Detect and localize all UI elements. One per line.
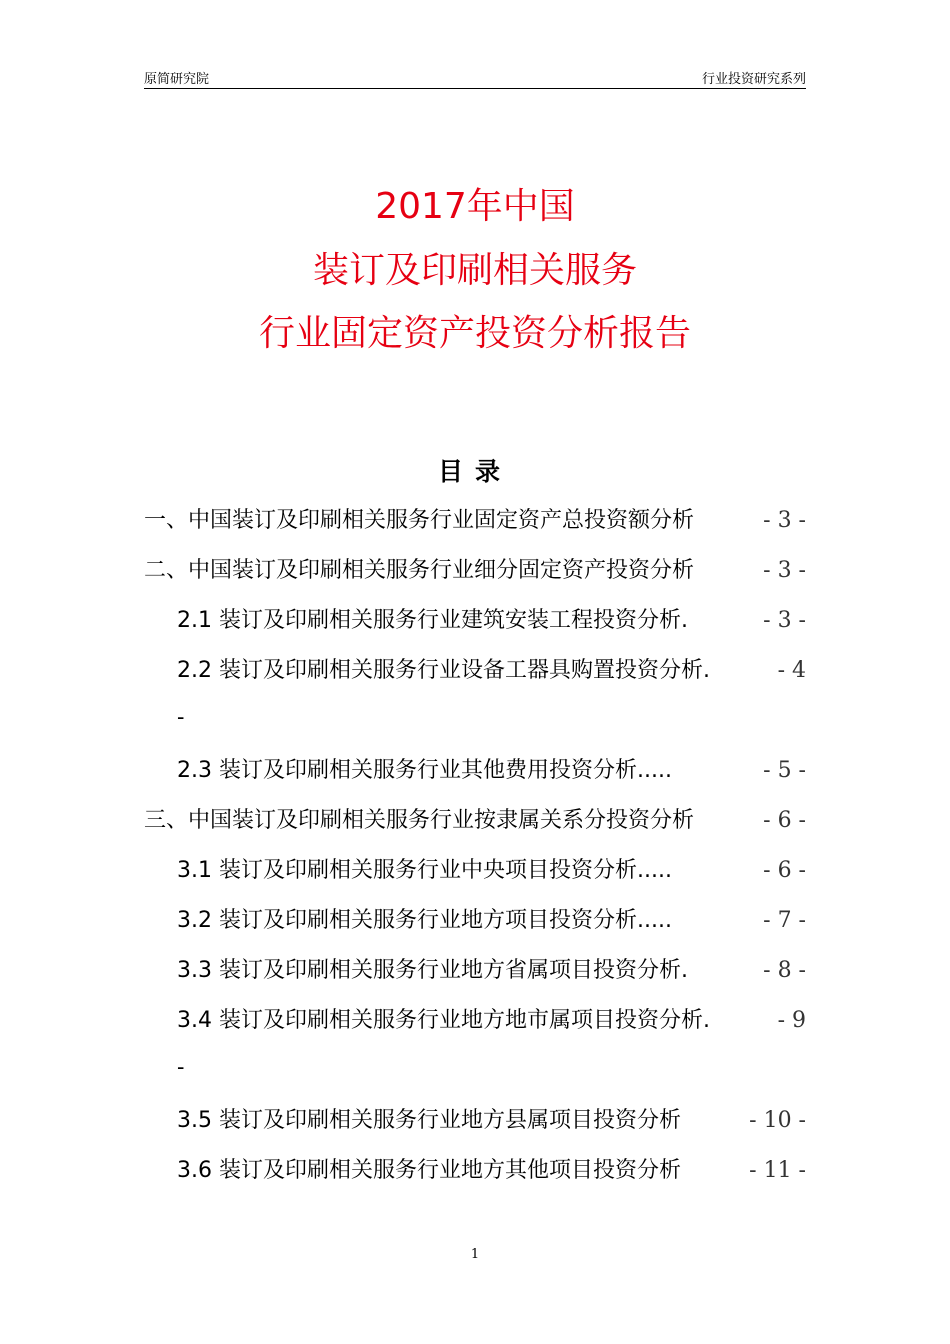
toc-heading: 目录 — [437, 457, 512, 486]
toc-entry[interactable] — [177, 856, 806, 886]
toc-entry[interactable] — [177, 956, 806, 986]
toc-entry[interactable] — [177, 656, 806, 686]
toc-entry-page: - 10 - — [749, 1108, 806, 1133]
header-right-text: 行业投资研究系列 — [701, 72, 806, 87]
title-line-3: 行业固定资产投资分析报告 — [258, 313, 691, 354]
toc-entry-page: - 4 — [777, 658, 806, 683]
toc-entry-title: 2.1 装订及印刷相关服务行业建筑安装工程投资分析. — [177, 608, 688, 633]
toc-entry-page: - 6 - — [763, 858, 806, 883]
toc-entry-page-continuation: - — [177, 705, 185, 730]
toc-entry[interactable] — [144, 506, 806, 536]
toc-entry-title: 2.2 装订及印刷相关服务行业设备工器具购置投资分析. — [177, 658, 710, 683]
toc-entry[interactable] — [177, 1106, 806, 1136]
toc-entry-title: 三、中国装订及印刷相关服务行业按隶属关系分投资分析 — [144, 808, 695, 833]
toc-entry-page: - 7 - — [763, 908, 806, 933]
toc-entry-page: - 9 — [777, 1008, 806, 1033]
toc-entry-page: - 3 - — [763, 608, 806, 633]
toc-entry-page: - 8 - — [763, 958, 806, 983]
toc-entry-page: - 3 - — [763, 558, 806, 583]
toc-entry-title: 3.2 装订及印刷相关服务行业地方项目投资分析..... — [177, 908, 672, 933]
title-line-2: 装订及印刷相关服务 — [312, 250, 637, 291]
toc-entry-title: 3.1 装订及印刷相关服务行业中央项目投资分析..... — [177, 858, 672, 883]
toc-entry[interactable] — [177, 906, 806, 936]
toc-entry-title: 3.5 装订及印刷相关服务行业地方县属项目投资分析 — [177, 1108, 681, 1133]
toc-entry-page: - 5 - — [763, 758, 806, 783]
page-number: 1 — [470, 1247, 480, 1262]
toc-entry[interactable] — [177, 756, 806, 786]
toc-entry[interactable] — [177, 606, 806, 636]
toc-entry-title: 2.3 装订及印刷相关服务行业其他费用投资分析..... — [177, 758, 672, 783]
toc-entry-title: 一、中国装订及印刷相关服务行业固定资产总投资额分析 — [144, 508, 695, 533]
toc-entry-page: - 6 - — [763, 808, 806, 833]
title-line-1: 2017年中国 — [375, 186, 575, 227]
header-divider — [144, 88, 806, 89]
toc-entry[interactable] — [177, 1156, 806, 1186]
toc-entry-page-continuation: - — [177, 1055, 185, 1080]
toc-entry[interactable] — [144, 806, 806, 836]
toc-entry[interactable] — [144, 556, 806, 586]
header-left-text: 原简研究院 — [144, 72, 210, 87]
toc-entry-title: 3.4 装订及印刷相关服务行业地方地市属项目投资分析. — [177, 1008, 710, 1033]
toc-entry-page: - 11 - — [749, 1158, 806, 1183]
toc-entry-title: 二、中国装订及印刷相关服务行业细分固定资产投资分析 — [144, 558, 695, 583]
toc-entry[interactable] — [177, 1006, 806, 1036]
toc-entry-page: - 3 - — [763, 508, 806, 533]
toc-entry-title: 3.6 装订及印刷相关服务行业地方其他项目投资分析 — [177, 1158, 681, 1183]
toc-entry-title: 3.3 装订及印刷相关服务行业地方省属项目投资分析. — [177, 958, 688, 983]
